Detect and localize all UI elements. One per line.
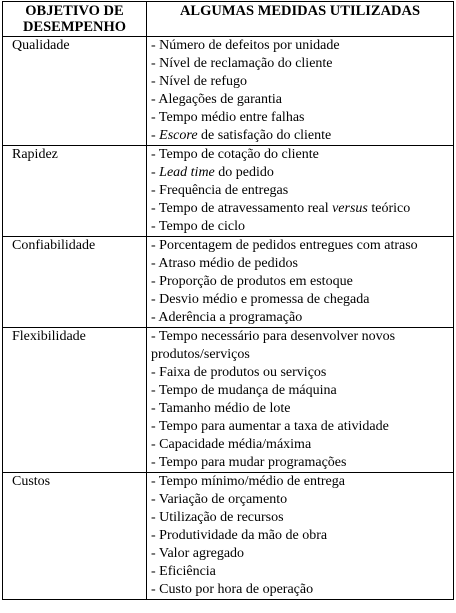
measure-italic-term: versus — [332, 201, 368, 216]
measure-text: teórico — [367, 201, 411, 216]
table-row — [3, 473, 454, 600]
measure-item: - Variação de orçamento — [151, 492, 288, 507]
objective-label: Custos — [12, 474, 51, 489]
measure-item: - Eficiência — [151, 564, 216, 579]
table-row — [3, 328, 454, 473]
measure-item — [151, 200, 449, 218]
objective-label: Qualidade — [12, 38, 70, 53]
measure-item: - Desvio médio e promessa de chegada — [151, 292, 370, 307]
objective-cell — [3, 328, 147, 473]
measure-item: - Alegações de garantia — [151, 92, 282, 107]
objective-cell — [3, 37, 147, 146]
measure-item: - Proporção de produtos em estoque — [151, 274, 353, 289]
header-measures: ALGUMAS MEDIDAS UTILIZADAS — [147, 2, 454, 37]
objective-cell — [3, 237, 147, 328]
measure-item: - Tempo médio entre falhas — [151, 110, 305, 125]
measure-item: - Tempo necessário para desenvolver novos produtos/serviços — [151, 329, 396, 362]
measure-item: - Utilização de recursos — [151, 510, 284, 525]
performance-measures-table — [2, 1, 454, 600]
table-row — [3, 237, 454, 328]
measure-item — [151, 164, 449, 182]
objective-label: Flexibilidade — [12, 329, 86, 344]
measure-item: - Produtividade da mão de obra — [151, 528, 328, 543]
header-objective: OBJETIVO DE DESEMPENHO — [3, 2, 147, 37]
measure-item: - Tempo para mudar programações — [151, 455, 347, 470]
objective-label: Confiabilidade — [12, 238, 96, 253]
measure-item: - Tempo para aumentar a taxa de atividade — [151, 419, 389, 434]
table-body — [3, 37, 454, 600]
measure-item: - Frequência de entregas — [151, 183, 289, 198]
measure-italic-term: Lead time — [159, 165, 215, 180]
measures-cell — [147, 328, 454, 473]
measure-item: - Faixa de produtos ou serviços — [151, 365, 327, 380]
table-row — [3, 37, 454, 146]
measures-cell — [147, 237, 454, 328]
measures-cell — [147, 146, 454, 237]
measure-item: - Tamanho médio de lote — [151, 401, 291, 416]
measure-item: - Tempo de cotação do cliente — [151, 147, 319, 162]
objective-label: Rapidez — [12, 147, 58, 162]
measure-item: - Número de defeitos por unidade — [151, 38, 340, 53]
measures-cell — [147, 37, 454, 146]
measure-item: - Valor agregado — [151, 546, 245, 561]
objective-cell — [3, 146, 147, 237]
measure-item — [151, 127, 449, 145]
measure-item: - Aderência a programação — [151, 310, 303, 325]
measure-text: - — [151, 128, 160, 143]
measure-text: - — [151, 165, 160, 180]
measure-text: - Tempo de atravessamento real — [151, 201, 333, 216]
measure-item: - Tempo de mudança de máquina — [151, 383, 337, 398]
measure-item: - Tempo de ciclo — [151, 219, 246, 234]
measure-text: do pedido — [214, 165, 274, 180]
measure-italic-term: Escore — [159, 128, 198, 143]
measure-item: - Atraso médio de pedidos — [151, 256, 298, 271]
measures-cell — [147, 473, 454, 600]
measure-item: - Nível de reclamação do cliente — [151, 56, 333, 71]
measure-item: - Capacidade média/máxima — [151, 437, 312, 452]
measure-item: - Custo por hora de operação — [151, 582, 314, 597]
measure-item: - Tempo mínimo/médio de entrega — [151, 474, 345, 489]
measure-text: de satisfação do cliente — [197, 128, 332, 143]
table-row — [3, 146, 454, 237]
header-row — [3, 2, 454, 37]
measure-item: - Porcentagem de pedidos entregues com atraso — [151, 238, 418, 253]
objective-cell — [3, 473, 147, 600]
measure-item: - Nível de refugo — [151, 74, 248, 89]
